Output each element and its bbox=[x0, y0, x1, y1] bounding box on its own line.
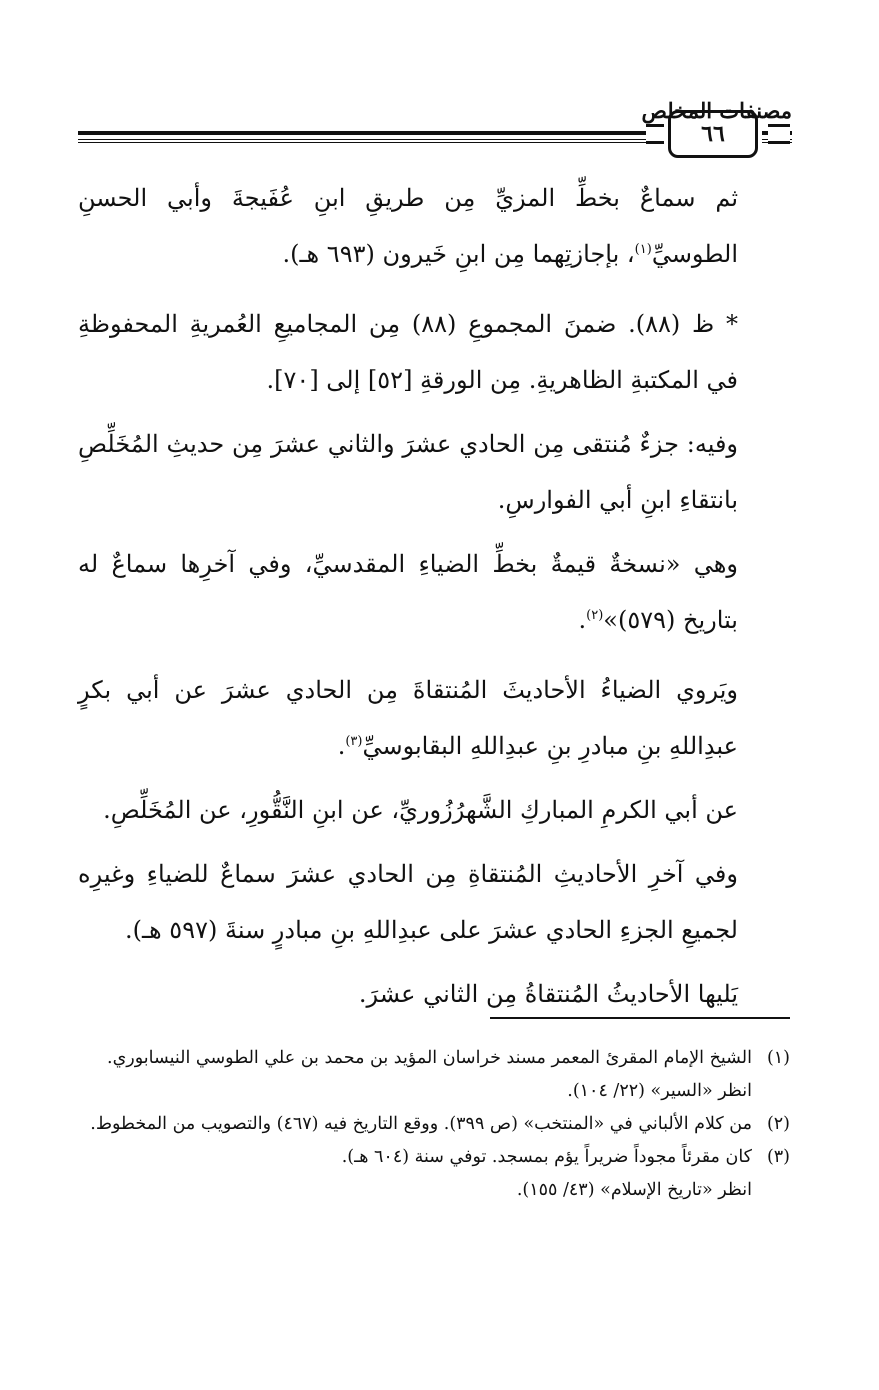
paragraph-4-text: وهي «نسخةٌ قيمةٌ بخطِّ الضياءِ المقدسيِّ، وفي آخرِها سماعٌ له بتاريخ (٥٧٩)» bbox=[78, 550, 738, 634]
paragraph-4-tail: . bbox=[578, 606, 587, 634]
footnote-ref-2: (٢) bbox=[586, 608, 604, 623]
paragraph-1-text: ثم سماعٌ بخطِّ المزيِّ مِن طريقِ ابنِ عُفَيجةَ وأبي الحسنِ الطوسيِّ bbox=[78, 184, 738, 268]
footnote-2 bbox=[78, 1108, 790, 1141]
footnote-line: الشيخ الإمام المقرئ المعمر مسند خراسان المؤيد بن محمد بن علي الطوسي النيسابوري. bbox=[107, 1048, 752, 1068]
footnote-line: انظر «السير» (٢٢/ ١٠٤). bbox=[567, 1081, 752, 1101]
paragraph-2: * ظ (٨٨). ضمنَ المجموعِ (٨٨) مِن المجاميعِ العُمريةِ المحفوظةِ في المكتبةِ الظاهريةِ. مِن الورقةِ [٥٢] إلى [٧٠]. bbox=[78, 310, 738, 394]
paragraph-6: عن أبي الكرمِ المباركِ الشَّهرُزُوريِّ، عن ابنِ النَّقُّورِ، عن المُخَلِّصِ. bbox=[103, 796, 738, 824]
main-text bbox=[78, 170, 790, 1030]
paragraph-5-text: ويَروي الضياءُ الأحاديثَ المُنتقاةَ مِن الحادي عشرَ عن أبي بكرٍ عبدِاللهِ بنِ مبادرِ بنِ عبدِاللهِ البقابوسيِّ bbox=[78, 676, 738, 760]
footnote-ref-1: (١) bbox=[634, 242, 652, 257]
running-title: مصنفات المخلص bbox=[641, 98, 792, 123]
paragraph-5 bbox=[78, 662, 790, 774]
footnote-number: (٣) bbox=[766, 1147, 790, 1167]
page-header bbox=[78, 88, 792, 158]
footnote-number: (١) bbox=[766, 1048, 790, 1068]
footnote-line: انظر «تاريخ الإسلام» (٤٣/ ١٥٥). bbox=[516, 1180, 752, 1200]
footnotes bbox=[78, 1042, 790, 1207]
page-number-frame-right bbox=[768, 124, 790, 144]
footnote-line: كان مقرئاً مجوداً ضريراً يؤم بمسجد. توفي سنة (٦٠٤ هـ). bbox=[341, 1147, 752, 1167]
footnote-separator bbox=[490, 1017, 790, 1019]
paragraph-1-tail: ، بإجازتِهما مِن ابنِ خَيرون (٦٩٣ هـ). bbox=[282, 240, 635, 268]
paragraph-4 bbox=[78, 536, 790, 648]
footnote-body bbox=[78, 1141, 752, 1207]
paragraph-8: يَليها الأحاديثُ المُنتقاةُ مِن الثاني عشرَ. bbox=[358, 980, 738, 1008]
paragraph-7: وفي آخرِ الأحاديثِ المُنتقاةِ مِن الحادي عشرَ سماعٌ للضياءِ وغيرِه لجميعِ الجزءِ الحادي عشرَ على عبدِاللهِ بنِ مبادرٍ سنةَ (٥٩٧ هـ). bbox=[78, 860, 738, 944]
footnote-3 bbox=[78, 1141, 790, 1207]
footnote-body bbox=[78, 1042, 752, 1108]
footnote-body bbox=[78, 1108, 752, 1141]
paragraph-5-tail: . bbox=[337, 732, 346, 760]
footnote-ref-3: (٣) bbox=[345, 734, 363, 749]
footnote-number: (٢) bbox=[766, 1114, 790, 1134]
page-number-frame-left bbox=[646, 124, 668, 144]
paragraph-3: وفيه: جزءٌ مُنتقى مِن الحادي عشرَ والثاني عشرَ مِن حديثِ المُخَلِّصِ بانتقاءِ ابنِ أبي الفوارسِ. bbox=[78, 430, 738, 514]
paragraph-1 bbox=[78, 170, 790, 282]
page-number: ٦٦ bbox=[668, 110, 758, 158]
footnote-line: من كلام الألباني في «المنتخب» (ص ٣٩٩). ووقع التاريخ فيه (٤٦٧) والتصويب من المخطوط. bbox=[90, 1114, 752, 1134]
footnote-1 bbox=[78, 1042, 790, 1108]
